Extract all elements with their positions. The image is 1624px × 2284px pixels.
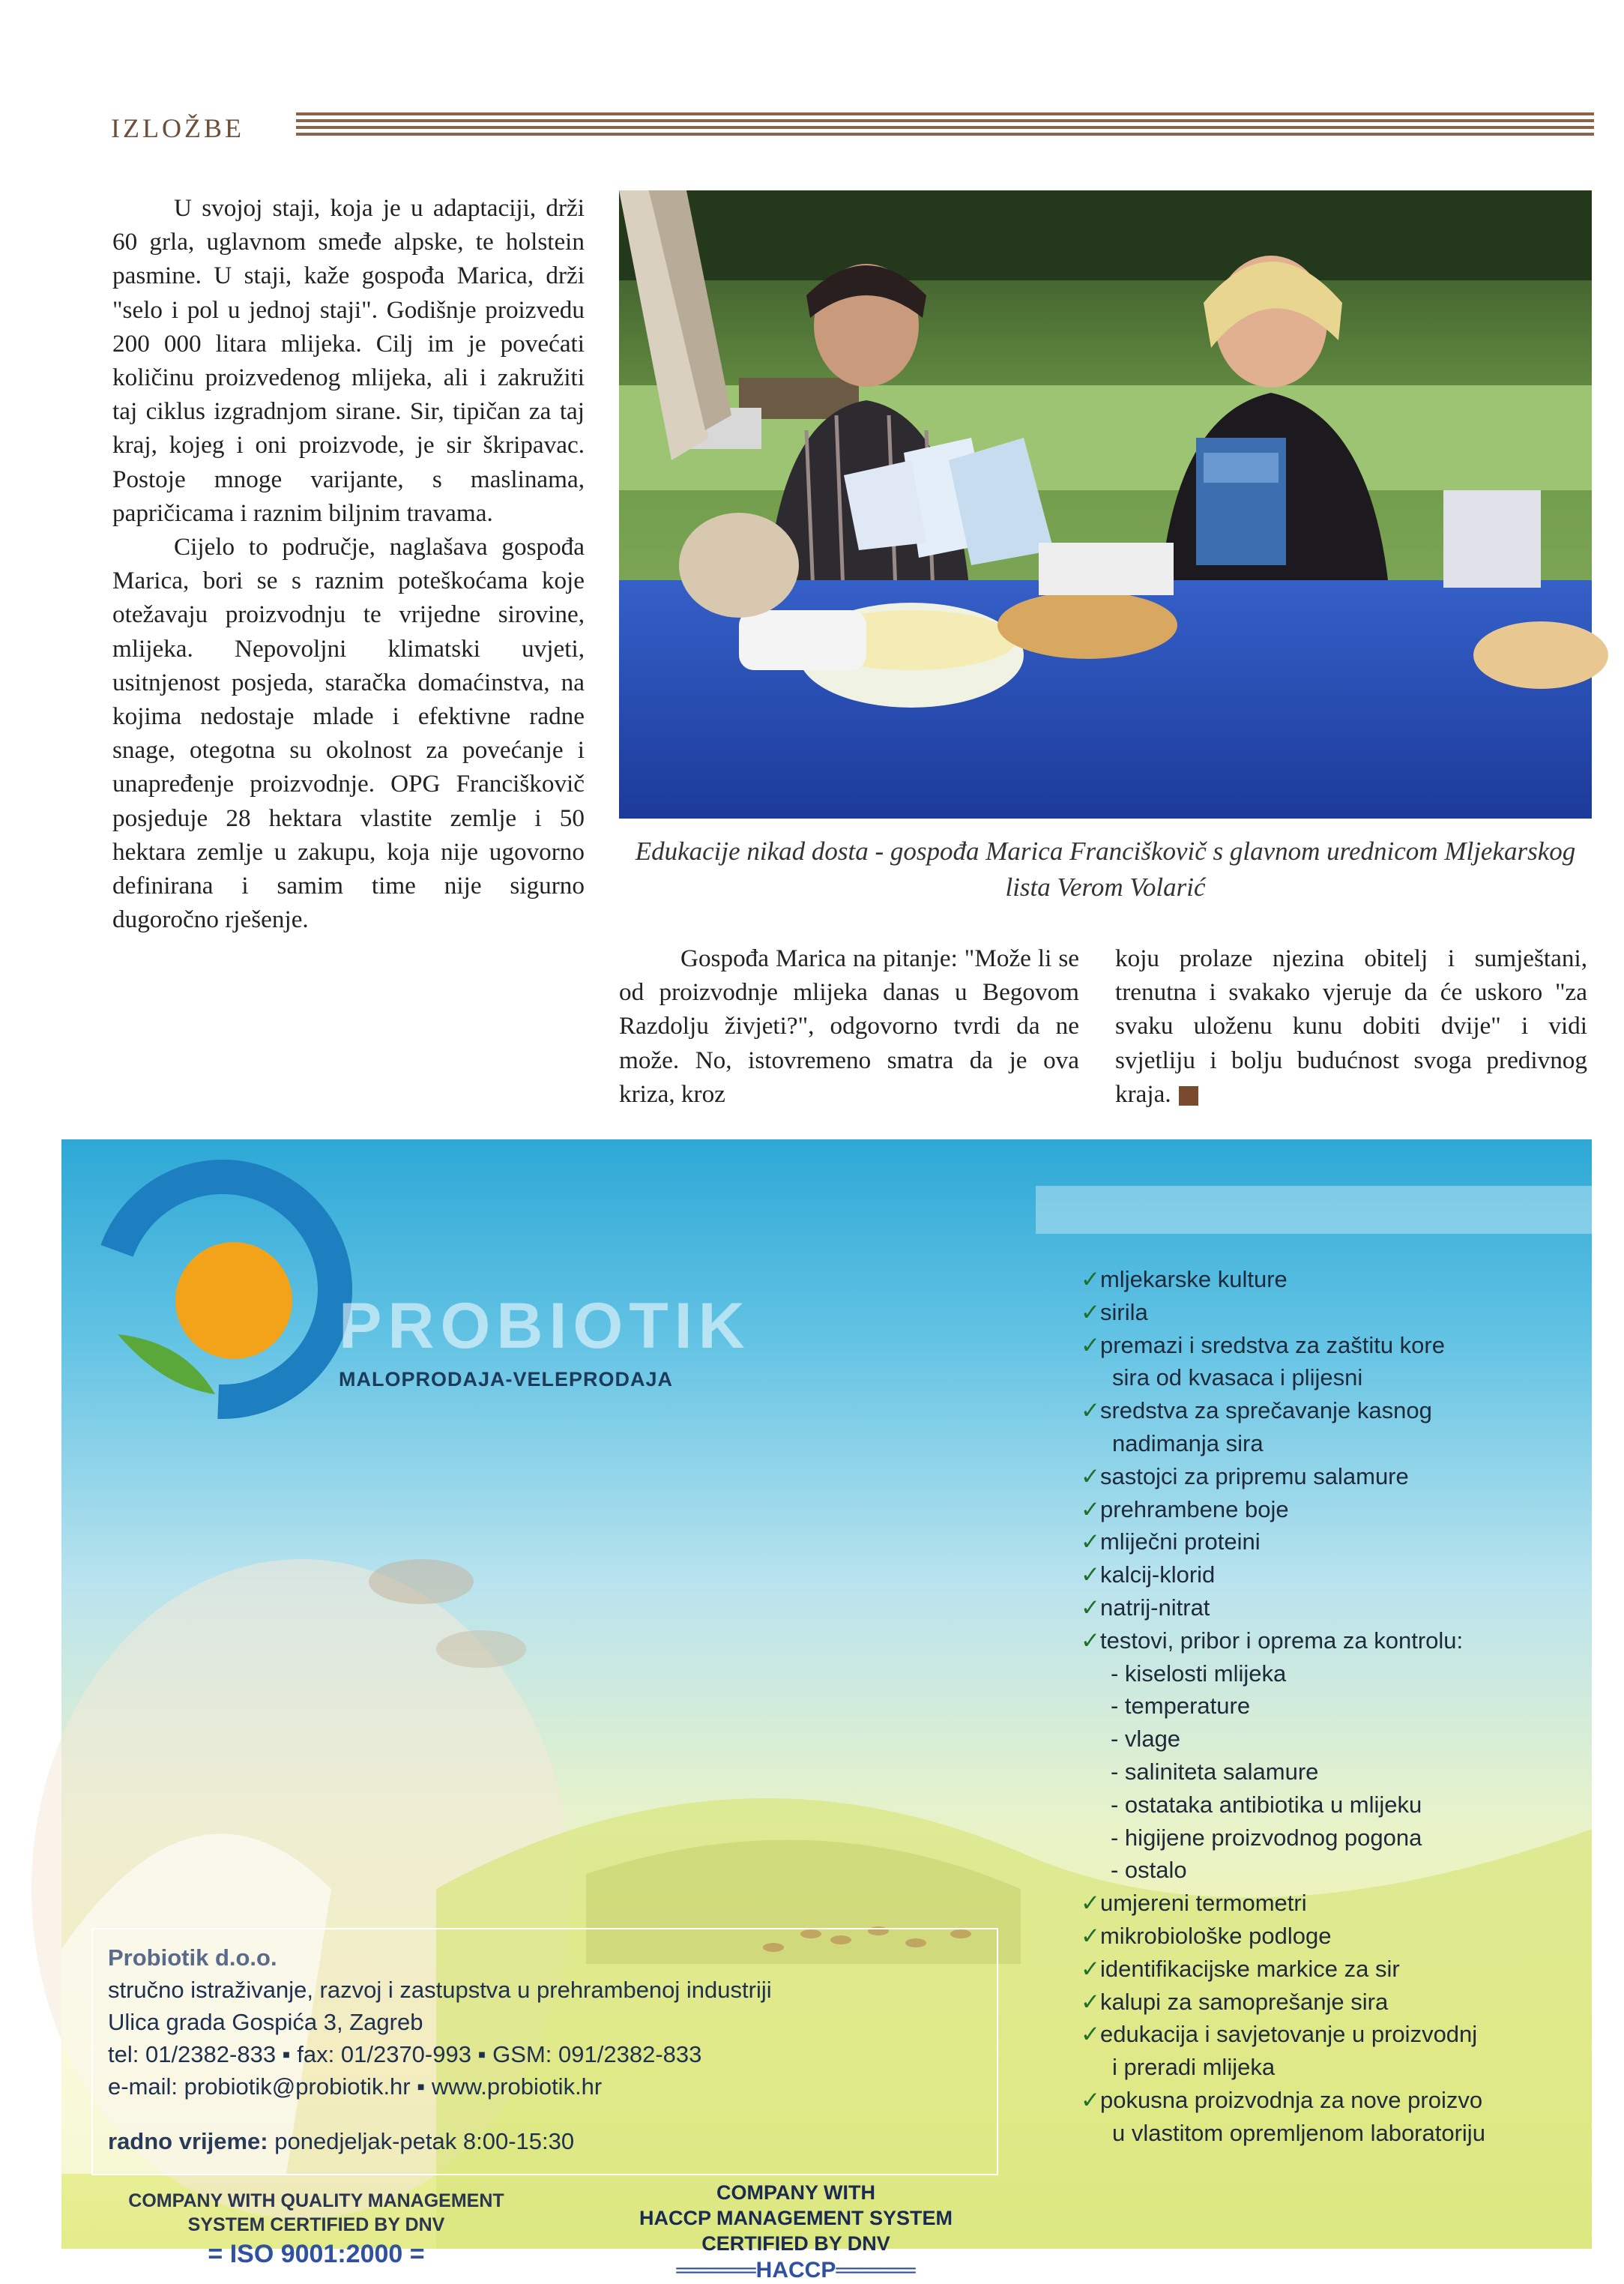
article-photo xyxy=(619,190,1592,819)
header-rule xyxy=(296,112,1594,138)
product-label: kalupi za samoprešanje sira xyxy=(1099,1988,1389,2015)
product-item xyxy=(1081,1657,1598,1690)
product-label: i preradi mlijeka xyxy=(1112,2054,1276,2081)
probiotik-logo-icon xyxy=(73,1139,372,1439)
haccp-badge: ═════HACCP═════ xyxy=(676,2258,916,2283)
iso-badge: = ISO 9001:2000 = xyxy=(208,2240,425,2268)
product-label: nadimanja sira xyxy=(1112,1429,1264,1456)
product-label: mliječni proteini xyxy=(1099,1528,1261,1555)
cert-line: COMPANY WITH QUALITY MANAGEMENT xyxy=(128,2190,504,2211)
checkmark-icon: ✓ xyxy=(1081,1266,1100,1292)
company-address: Ulica grada Gospića 3, Zagreb xyxy=(108,2009,423,2035)
cert-line: SYSTEM CERTIFIED BY DNV xyxy=(187,2214,445,2235)
product-label: umjereni termometri xyxy=(1099,1890,1307,1917)
article-column-2 xyxy=(619,941,1079,1111)
cert-line: CERTIFIED BY DNV xyxy=(701,2232,890,2255)
product-label: - ostataka antibiotika u mlijeku xyxy=(1111,1791,1422,1818)
checkmark-icon: ✓ xyxy=(1081,1561,1100,1588)
product-item xyxy=(1081,1525,1598,1558)
product-item xyxy=(1081,1920,1598,1953)
article-paragraph: Gospođa Marica na pitanje: "Može li se od proizvodnje mlijeka danas u Begovom Razdolju živjeti?", odgovorno tvrdi da ne može. No, istovremeno smatra da je ova kriza, kroz xyxy=(619,944,1079,1108)
cert-line: COMPANY WITH xyxy=(716,2181,875,2204)
article-paragraph xyxy=(1115,941,1587,1111)
checkmark-icon: ✓ xyxy=(1081,2021,1100,2048)
probiotik-advertisement xyxy=(61,1139,1592,2283)
product-item xyxy=(1081,1394,1598,1427)
product-label: prehrambene boje xyxy=(1099,1495,1289,1522)
cert-line: HACCP MANAGEMENT SYSTEM xyxy=(639,2207,953,2229)
checkmark-icon: ✓ xyxy=(1081,1528,1100,1555)
product-item xyxy=(1081,1296,1598,1329)
product-label: u vlastitom opremljenom laboratoriju xyxy=(1112,2119,1485,2146)
product-item xyxy=(1081,1263,1598,1296)
article-text: koju prolaze njezina obitelj i sumještani, trenutna i svakako vjeruje da će uskoro "za svaku uloženu kunu dobiti dvije" i vidi svjetliju i bolju budućnost svoga predivnog kraja. xyxy=(1115,944,1587,1108)
checkmark-icon: ✓ xyxy=(1081,1594,1100,1621)
product-item xyxy=(1081,1986,1598,2019)
end-of-article-mark xyxy=(1179,1086,1198,1106)
product-item xyxy=(1081,1822,1598,1854)
product-label: sastojci za pripremu salamure xyxy=(1099,1462,1409,1489)
product-label: premazi i sredstva za zaštitu kore xyxy=(1099,1331,1445,1358)
working-hours xyxy=(108,2125,982,2157)
product-label: mljekarske kulture xyxy=(1099,1266,1288,1292)
brand-tagline: MALOPRODAJA-VELEPRODAJA xyxy=(339,1368,674,1390)
checkmark-icon: ✓ xyxy=(1081,1298,1100,1325)
product-item xyxy=(1081,2084,1598,2117)
product-label: pokusna proizvodnja za nove proizvo xyxy=(1099,2086,1483,2113)
product-label: testovi, pribor i oprema za kontrolu: xyxy=(1099,1627,1464,1654)
product-list xyxy=(1081,1263,1598,2150)
product-item xyxy=(1081,1854,1598,1887)
hours-value: ponedjeljak-petak 8:00-15:30 xyxy=(274,2128,575,2154)
article-column-3 xyxy=(1115,941,1587,1111)
contact-box xyxy=(91,1928,998,2175)
checkmark-icon: ✓ xyxy=(1081,1890,1100,1917)
product-label: edukacija i savjetovanje u proizvodnj xyxy=(1099,2021,1478,2048)
product-label: - vlage xyxy=(1111,1726,1181,1753)
product-label: mikrobiološke podloge xyxy=(1099,1922,1332,1949)
article-paragraph: U svojoj staji, koja je u adaptaciji, drži 60 grla, uglavnom smeđe alpske, te holstein pasmine. U staji, kaže gospođa Marica, drži "selo i pol u jednoj staji". Godišnje proizvedu 200 000 litara mlijeka. Cilj im je povećati količinu proizvedenog mlijeka, ali i zakružiti taj ciklus izgradnjom sirane. Sir, tipičan za taj kraj, kojeg i oni proizvode, je sir škripavac. Postoje mnoge varijante, s maslinama, papričicama i raznim biljnim travama. xyxy=(112,194,585,527)
ad-top-band xyxy=(1036,1186,1592,1234)
product-item xyxy=(1081,1624,1598,1657)
product-item xyxy=(1081,1953,1598,1986)
checkmark-icon: ✓ xyxy=(1081,1922,1100,1949)
product-label: sirila xyxy=(1099,1298,1148,1325)
product-item xyxy=(1081,2018,1598,2051)
company-web: e-mail: probiotik@probiotik.hr ▪ www.probiotik.hr xyxy=(108,2073,603,2100)
product-item xyxy=(1081,1460,1598,1493)
product-item xyxy=(1081,1329,1598,1362)
product-label: identifikacijske markice za sir xyxy=(1099,1955,1400,1982)
checkmark-icon: ✓ xyxy=(1081,1955,1100,1982)
product-label: kalcij-klorid xyxy=(1099,1561,1216,1588)
article-paragraph: Cijelo to područje, naglašava gospođa Marica, bori se s raznim poteškoćama koje otežavaju proizvodnju te vrijedne sirovine, mlijeka. Nepovoljni klimatski uvjeti, usitnjenost posjeda, staračka domaćinstva, na kojima nedostaje mlade i efektivne radne snage, otegotna su okolnost za povećanje i unapređenje proizvodnje. OPG Franciškovič posjeduje 28 hektara vlastite zemlje i 50 hektara zemlje u zakupu, koja nije ugovorno definirana i samim time nije sigurno dugoročno rješenje. xyxy=(112,533,585,934)
photo-caption: Edukacije nikad dosta - gospođa Marica Franciškovič s glavnom urednicom Mljekarskog lista Verom Volarić xyxy=(635,837,1576,902)
product-item xyxy=(1081,1690,1598,1723)
article-left-column xyxy=(112,191,585,936)
product-item xyxy=(1081,1361,1598,1394)
checkmark-icon: ✓ xyxy=(1081,2086,1100,2113)
product-label: - higijene proizvodnog pogona xyxy=(1111,1824,1422,1851)
checkmark-icon: ✓ xyxy=(1081,1495,1100,1522)
product-label: natrij-nitrat xyxy=(1099,1594,1210,1621)
product-item xyxy=(1081,2117,1598,2150)
haccp-certificate xyxy=(601,2180,991,2283)
product-item xyxy=(1081,1558,1598,1591)
hours-label: radno vrijeme: xyxy=(108,2128,268,2154)
product-label: - saliniteta salamure xyxy=(1111,1758,1319,1785)
checkmark-icon: ✓ xyxy=(1081,1627,1100,1654)
company-description: stručno istraživanje, razvoj i zastupstva u prehrambenoj industriji xyxy=(108,1977,772,2003)
brand-name: PROBIOTIK xyxy=(339,1290,751,1362)
product-label: - temperature xyxy=(1111,1693,1251,1720)
product-item xyxy=(1081,1723,1598,1756)
checkmark-icon: ✓ xyxy=(1081,1988,1100,2015)
product-item xyxy=(1081,2051,1598,2084)
product-item xyxy=(1081,1887,1598,1920)
product-item xyxy=(1081,1493,1598,1526)
company-phones: tel: 01/2382-833 ▪ fax: 01/2370-993 ▪ GSM: 091/2382-833 xyxy=(108,2041,702,2067)
product-item xyxy=(1081,1789,1598,1822)
product-item xyxy=(1081,1756,1598,1789)
company-name: Probiotik d.o.o. xyxy=(108,1944,277,1971)
iso-certificate xyxy=(91,2189,541,2269)
product-label: sredstva za sprečavanje kasnog xyxy=(1099,1397,1432,1424)
checkmark-icon: ✓ xyxy=(1081,1397,1100,1424)
product-item xyxy=(1081,1427,1598,1460)
product-label: sira od kvasaca i plijesni xyxy=(1112,1364,1363,1391)
product-item xyxy=(1081,1591,1598,1624)
product-label: - ostalo xyxy=(1111,1857,1187,1884)
checkmark-icon: ✓ xyxy=(1081,1331,1100,1358)
section-title: IZLOŽBE xyxy=(111,113,244,143)
product-label: - kiselosti mlijeka xyxy=(1111,1660,1287,1687)
checkmark-icon: ✓ xyxy=(1081,1462,1100,1489)
